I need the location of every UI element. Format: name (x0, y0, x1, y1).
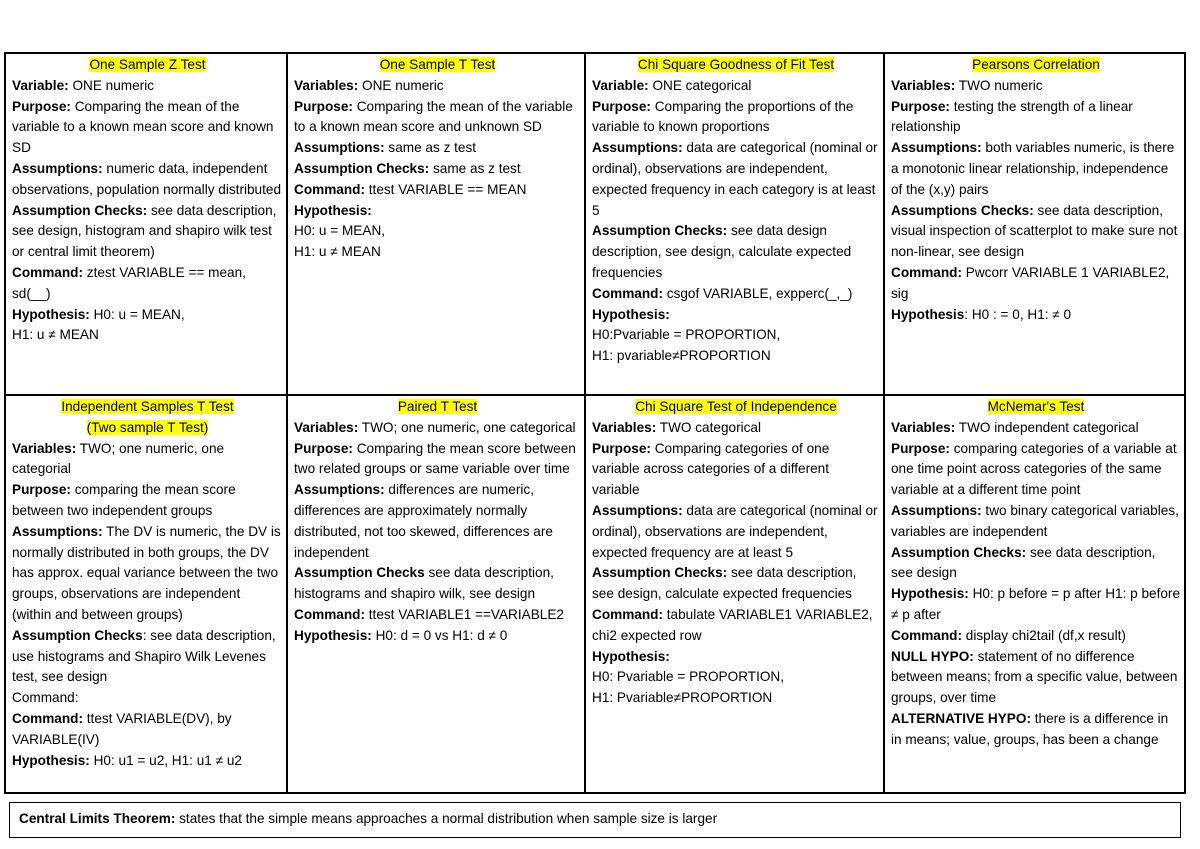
field-value: see data description, visual inspection of scatterplot to make sure not non-linear, see design (891, 202, 1178, 260)
field-value: data are categorical (nominal or ordinal), observations are independent, expected frequency in each category is at least 5 (592, 140, 878, 218)
card-line (294, 180, 581, 201)
central-limit-theorem-note (9, 802, 1181, 838)
card-line (12, 751, 283, 772)
field-value: H0: Pvariable = PROPORTION, (592, 669, 785, 685)
field-label: Command: (294, 181, 365, 197)
card-line (294, 242, 581, 263)
card-line (12, 522, 283, 626)
field-label: Assumption Checks: (12, 202, 148, 218)
field-value: TWO independent categorical (955, 419, 1139, 435)
card-line (12, 97, 283, 159)
card-line (294, 418, 581, 439)
field-value: Comparing the proportions of the variable to known proportions (592, 98, 854, 135)
field-label: Command: (592, 285, 663, 301)
card-line (294, 605, 581, 626)
card-line (592, 418, 880, 439)
clt-label: Central Limits Theorem: (19, 811, 176, 826)
field-label: Purpose: (294, 98, 353, 114)
field-value: two binary categorical variables, variables are independent (891, 502, 1179, 539)
field-label: Assumptions: (294, 482, 385, 498)
field-value: both variables numeric, is there a monotonic linear relationship, independence of the (x,y) pairs (891, 140, 1175, 197)
field-label: Hypothesis: (12, 752, 90, 768)
card-title-text: Independent Samples T Test (61, 399, 234, 414)
field-label: Purpose: (891, 98, 950, 114)
card-line (12, 439, 283, 481)
field-value: H1: u ≠ MEAN (12, 327, 99, 343)
field-value: The DV is numeric, the DV is normally distributed in both groups, the DV has approx. equal variance between the two groups, observations are independent (within and between groups) (12, 523, 281, 622)
field-value: ttest VARIABLE1 ==VARIABLE2 (365, 606, 564, 622)
field-label: Assumption Checks: (592, 223, 728, 239)
field-label: Purpose: (891, 440, 950, 456)
field-label: NULL HYPO: (891, 648, 974, 664)
field-label: Hypothesis: (294, 627, 372, 643)
field-value: see data description, see design, calculate expected frequencies (592, 565, 857, 602)
field-label: Command: (12, 710, 83, 726)
card-line (294, 480, 581, 563)
field-value: Comparing the mean of the variable to a known mean score and unknown SD (294, 98, 573, 135)
field-label: Hypothesis: (891, 586, 969, 602)
field-value: H0: p before = p after H1: p before ≠ p after (891, 586, 1181, 622)
card-line (891, 543, 1181, 585)
card-chi-square-independence (585, 395, 884, 793)
field-label: Variables: (592, 419, 657, 435)
card-title (12, 397, 283, 418)
field-value: ztest VARIABLE == mean, sd(__) (12, 264, 246, 301)
card-line (592, 605, 880, 647)
card-line (592, 346, 880, 367)
card-title (891, 397, 1181, 418)
card-line (592, 667, 880, 688)
card-title (12, 418, 283, 439)
card-title (891, 55, 1181, 76)
field-value: data are categorical (nominal or ordinal), observations are independent, expected frequency are at least 5 (592, 502, 878, 560)
field-value: Comparing the mean score between two related groups or same variable over time (294, 440, 576, 477)
field-value: ONE numeric (358, 77, 444, 93)
card-line (891, 626, 1181, 647)
card-title (592, 55, 880, 76)
card-line (891, 97, 1181, 139)
card-line (891, 709, 1181, 751)
card-line (592, 284, 880, 305)
clt-text: states that the simple means approaches a normal distribution when sample size is larger (175, 811, 718, 826)
card-mcnemars-test (884, 395, 1185, 793)
card-line (592, 221, 880, 283)
card-line (592, 563, 880, 605)
card-line (12, 305, 283, 326)
field-value: TWO numeric (955, 77, 1043, 93)
card-paired-t-test (287, 395, 585, 793)
card-line (592, 138, 880, 221)
field-value: there is a difference in in means; value, groups, has been a change (891, 710, 1169, 747)
field-value: Pwcorr VARIABLE 1 VARIABLE2, sig (891, 264, 1170, 301)
field-label: Command: (891, 264, 962, 280)
card-line (592, 97, 880, 139)
card-line (891, 263, 1181, 305)
field-label: Assumptions: (294, 140, 385, 156)
card-line (592, 325, 880, 346)
card-line (294, 97, 581, 139)
field-label: Assumptions: (592, 502, 683, 518)
field-label: Command: (294, 606, 365, 622)
card-line (294, 221, 581, 242)
field-value: see data description, histograms and shapiro wilk, see design (294, 565, 554, 602)
field-value: same as z test (429, 160, 521, 176)
stats-test-table (4, 52, 1186, 794)
field-label: Hypothesis: (12, 306, 90, 322)
field-value: ONE categorical (648, 77, 752, 93)
card-line (294, 201, 581, 222)
card-line (891, 305, 1181, 326)
card-line (294, 76, 581, 97)
card-line (12, 626, 283, 688)
card-title-text: Pearsons Correlation (972, 57, 1100, 72)
card-line (294, 138, 581, 159)
card-one-sample-t-test (287, 53, 585, 395)
card-line (294, 563, 581, 605)
field-label: Variable: (12, 77, 69, 93)
card-title (294, 55, 581, 76)
field-value: see data description, see design (891, 544, 1156, 581)
card-line (592, 76, 880, 97)
card-line (891, 76, 1181, 97)
field-value: H0: u = MEAN, (294, 223, 386, 239)
field-value: see data design description, see design, calculate expected frequencies (592, 223, 852, 280)
field-value: display chi2tail (df,x result) (962, 627, 1126, 643)
field-value: : H0 : = 0, H1: ≠ 0 (964, 306, 1072, 322)
field-value: Comparing the mean of the variable to a known mean score and known SD (12, 98, 274, 156)
field-label: Hypothesis: (592, 648, 670, 664)
field-value: H1: pvariable≠PROPORTION (592, 348, 771, 364)
card-line (891, 418, 1181, 439)
field-value: H1: Pvariable≠PROPORTION (592, 690, 773, 706)
card-line (592, 501, 880, 563)
field-value: H0:Pvariable = PROPORTION, (592, 327, 781, 343)
card-title-text: One Sample T Test (379, 57, 496, 72)
card-title-text: One Sample Z Test (89, 57, 206, 72)
card-line (12, 76, 283, 97)
card-line (294, 159, 581, 180)
field-label: Variables: (294, 77, 359, 93)
table-row (5, 53, 1185, 395)
card-one-sample-z-test (5, 53, 287, 395)
card-title-text: Chi Square Test of Independence (635, 399, 837, 414)
field-value: H0: u = MEAN, (89, 306, 185, 322)
card-line (891, 584, 1181, 626)
card-line (12, 480, 283, 522)
field-label: Assumptions: (891, 140, 982, 156)
field-label: Assumptions: (12, 160, 103, 176)
card-line (12, 325, 283, 346)
field-value: differences are numeric, differences are approximately normally distributed, not too skewed, differences are independent (294, 482, 553, 560)
field-label: Hypothesis: (592, 306, 670, 322)
card-line (12, 159, 283, 201)
field-value: ONE numeric (68, 77, 155, 93)
field-value: tabulate VARIABLE1 VARIABLE2, chi2 expected row (592, 606, 873, 643)
card-line (592, 647, 880, 668)
field-label: Assumption Checks (12, 627, 143, 643)
field-label: Purpose: (12, 98, 71, 114)
field-value: comparing categories of a variable at one time point across categories of the same variable at a different time point (891, 440, 1177, 498)
field-label: ALTERNATIVE HYPO: (891, 710, 1031, 726)
card-pearsons-correlation (884, 53, 1185, 395)
field-value: statement of no difference between means; from a specific value, between groups, over time (891, 648, 1178, 706)
card-line (12, 263, 283, 305)
card-line (891, 201, 1181, 263)
card-title (294, 397, 581, 418)
card-line (294, 439, 581, 481)
field-value: TWO categorical (656, 419, 761, 435)
card-line (891, 501, 1181, 543)
field-value: ttest VARIABLE == MEAN (365, 181, 527, 197)
field-label: Assumption Checks: (592, 565, 728, 581)
field-value: H0: u1 = u2, H1: u1 ≠ u2 (89, 752, 242, 768)
field-value: H1: u ≠ MEAN (294, 244, 381, 260)
field-value: numeric data, independent observations, population normally distributed (12, 160, 282, 197)
field-label: Assumption Checks (294, 565, 425, 581)
field-label: Assumption Checks: (891, 544, 1027, 560)
card-line (12, 709, 283, 751)
field-label: Hypothesis: (294, 202, 372, 218)
card-line (12, 688, 283, 709)
field-label: Command: (12, 264, 83, 280)
field-label: Variables: (891, 419, 956, 435)
field-label: Purpose: (592, 440, 651, 456)
card-independent-samples-t-test (5, 395, 287, 793)
field-value: comparing the mean score between two independent groups (12, 482, 236, 518)
field-label: Assumptions: (891, 502, 982, 518)
field-label: Hypothesis (891, 306, 965, 322)
field-value: see data description, see design, histogram and shapiro wilk test or central limit theorem) (12, 202, 277, 260)
field-label: Purpose: (294, 440, 353, 456)
card-line (12, 201, 283, 263)
card-chi-square-goodness-of-fit (585, 53, 884, 395)
field-label: Variables: (891, 77, 956, 93)
card-line (592, 439, 880, 501)
field-label: Variables: (12, 440, 77, 456)
field-label: Assumptions: (592, 140, 683, 156)
card-line (891, 439, 1181, 501)
field-value: testing the strength of a linear relationship (891, 98, 1133, 135)
card-title-text: Paired T Test (397, 399, 478, 414)
field-label: Assumptions Checks: (891, 202, 1034, 218)
card-line (592, 305, 880, 326)
card-line (294, 626, 581, 647)
field-label: Purpose: (12, 482, 71, 498)
field-label: Assumptions: (12, 523, 103, 539)
field-value: Comparing categories of one variable across categories of a different variable (592, 440, 830, 498)
field-value: : see data description, use histograms and Shapiro Wilk Levenes test, see design (12, 627, 276, 685)
field-label: Assumption Checks: (294, 160, 430, 176)
card-line (891, 138, 1181, 200)
card-title-text: (Two sample T Test) (86, 419, 209, 435)
field-label: Command: (592, 606, 663, 622)
card-title-text: McNemar's Test (987, 399, 1085, 414)
field-label: Command: (891, 627, 962, 643)
field-value: TWO; one numeric, one categorial (12, 440, 225, 477)
card-title (592, 397, 880, 418)
field-label: Purpose: (592, 98, 651, 114)
card-line (592, 688, 880, 709)
card-line (891, 647, 1181, 709)
field-value: TWO; one numeric, one categorical (358, 419, 576, 435)
card-title-text: Chi Square Goodness of Fit Test (637, 57, 835, 72)
card-title (12, 55, 283, 76)
table-row (5, 395, 1185, 793)
field-value: H0: d = 0 vs H1: d ≠ 0 (371, 627, 508, 643)
field-label: Variable: (592, 77, 649, 93)
field-value: csgof VARIABLE, expperc(_,_) (663, 285, 853, 301)
field-value: Command: (12, 690, 79, 706)
field-value: same as z test (384, 140, 477, 156)
field-value: ttest VARIABLE(DV), by VARIABLE(IV) (12, 710, 232, 747)
field-label: Variables: (294, 419, 359, 435)
